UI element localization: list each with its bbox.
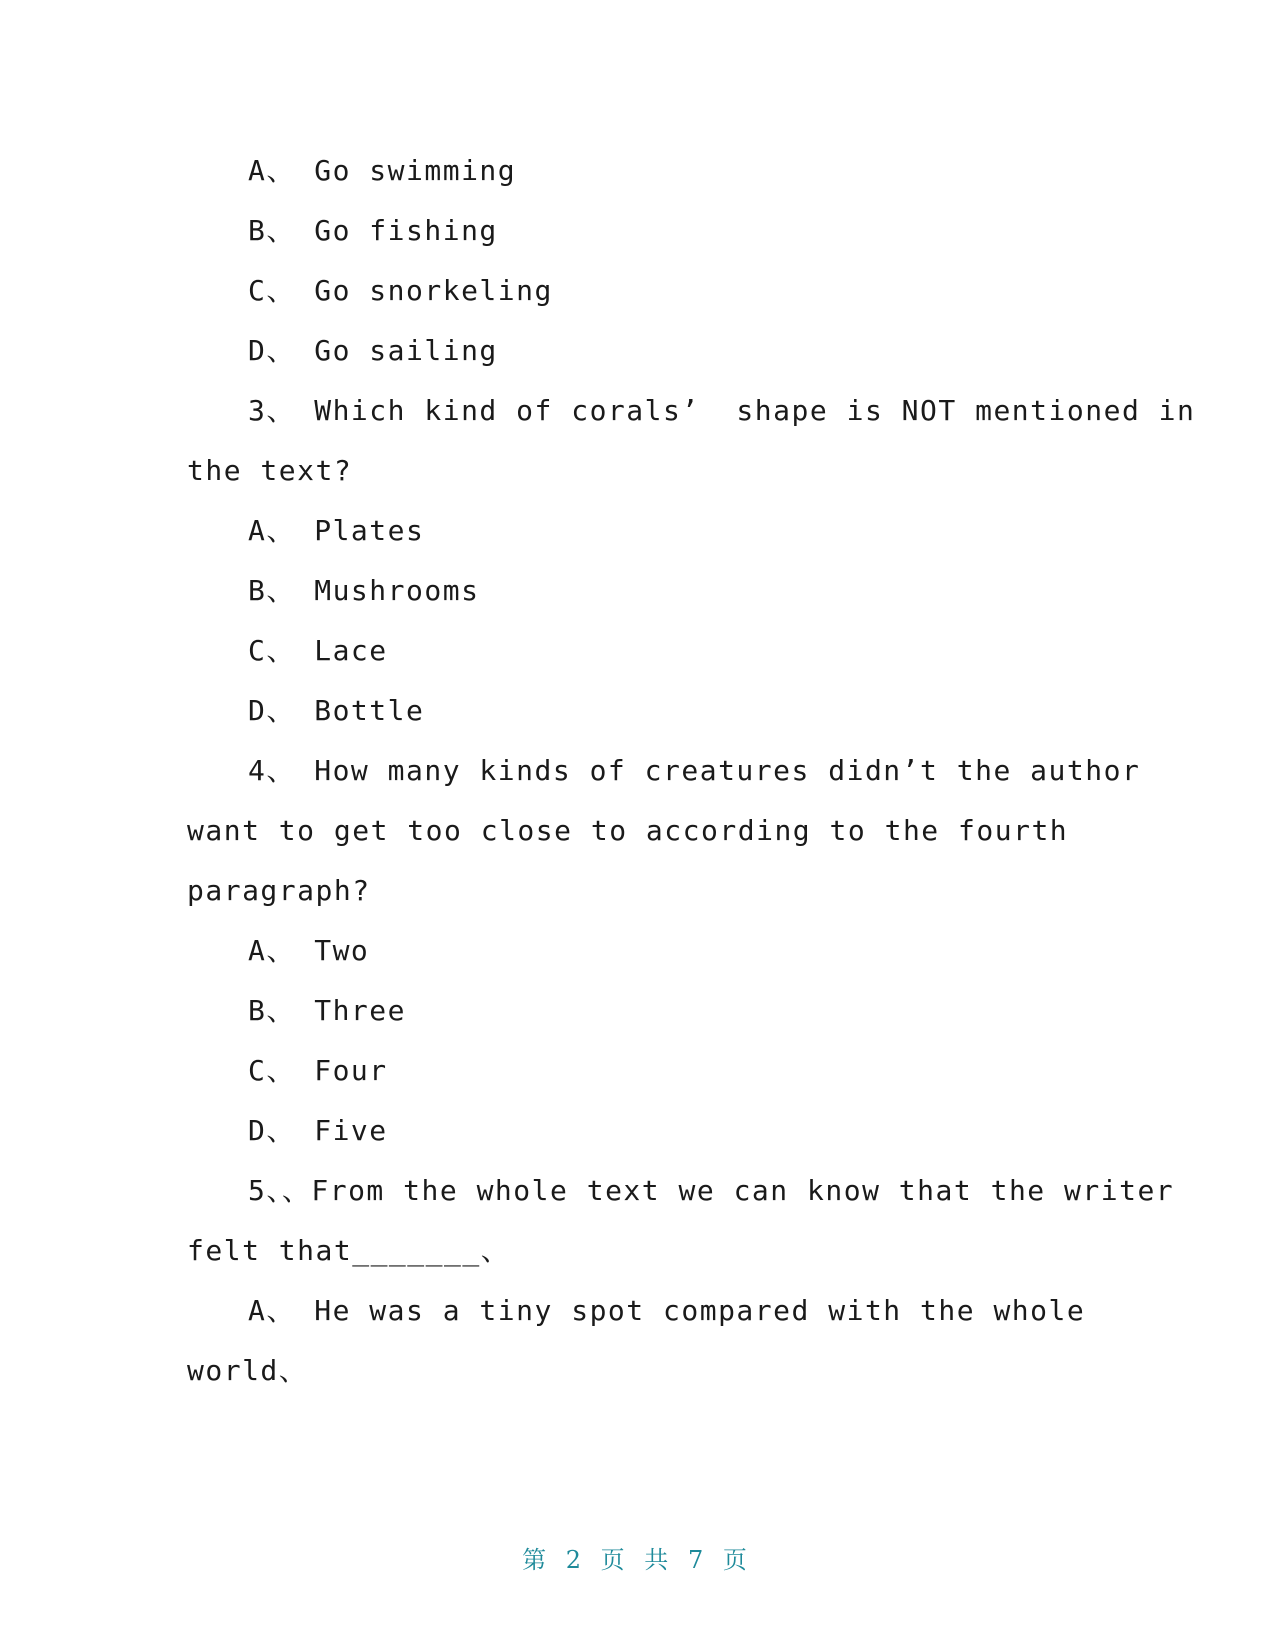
question-3: 3、 Which kind of corals’ shape is NOT mentioned in xyxy=(248,394,1196,427)
question-4-cont-2: paragraph? xyxy=(187,874,371,907)
option-3c: C、 Lace xyxy=(248,634,388,667)
option-2c: C、 Go snorkeling xyxy=(248,274,553,307)
question-4-cont-1: want to get too close to according to the fourth xyxy=(187,814,1069,847)
option-5a-cont: world、 xyxy=(187,1354,309,1387)
option-2b: B、 Go fishing xyxy=(248,214,498,247)
option-4c: C、 Four xyxy=(248,1054,388,1087)
option-2d: D、 Go sailing xyxy=(248,334,498,367)
option-3d: D、 Bottle xyxy=(248,694,425,727)
question-4: 4、 How many kinds of creatures didn’t the author xyxy=(248,754,1141,787)
option-3a: A、 Plates xyxy=(248,514,425,547)
option-2a: A、 Go swimming xyxy=(248,154,517,187)
question-5-cont: felt that_______、 xyxy=(187,1234,511,1267)
option-4a: A、 Two xyxy=(248,934,370,967)
page-footer: 第 2 页 共 7 页 xyxy=(522,1546,753,1574)
question-3-cont: the text? xyxy=(187,454,353,487)
option-3b: B、 Mushrooms xyxy=(248,574,480,607)
question-5: 5、、From the whole text we can know that the writer xyxy=(248,1174,1175,1207)
option-5a: A、 He was a tiny spot compared with the whole xyxy=(248,1294,1086,1327)
option-4b: B、 Three xyxy=(248,994,407,1027)
option-4d: D、 Five xyxy=(248,1114,388,1147)
